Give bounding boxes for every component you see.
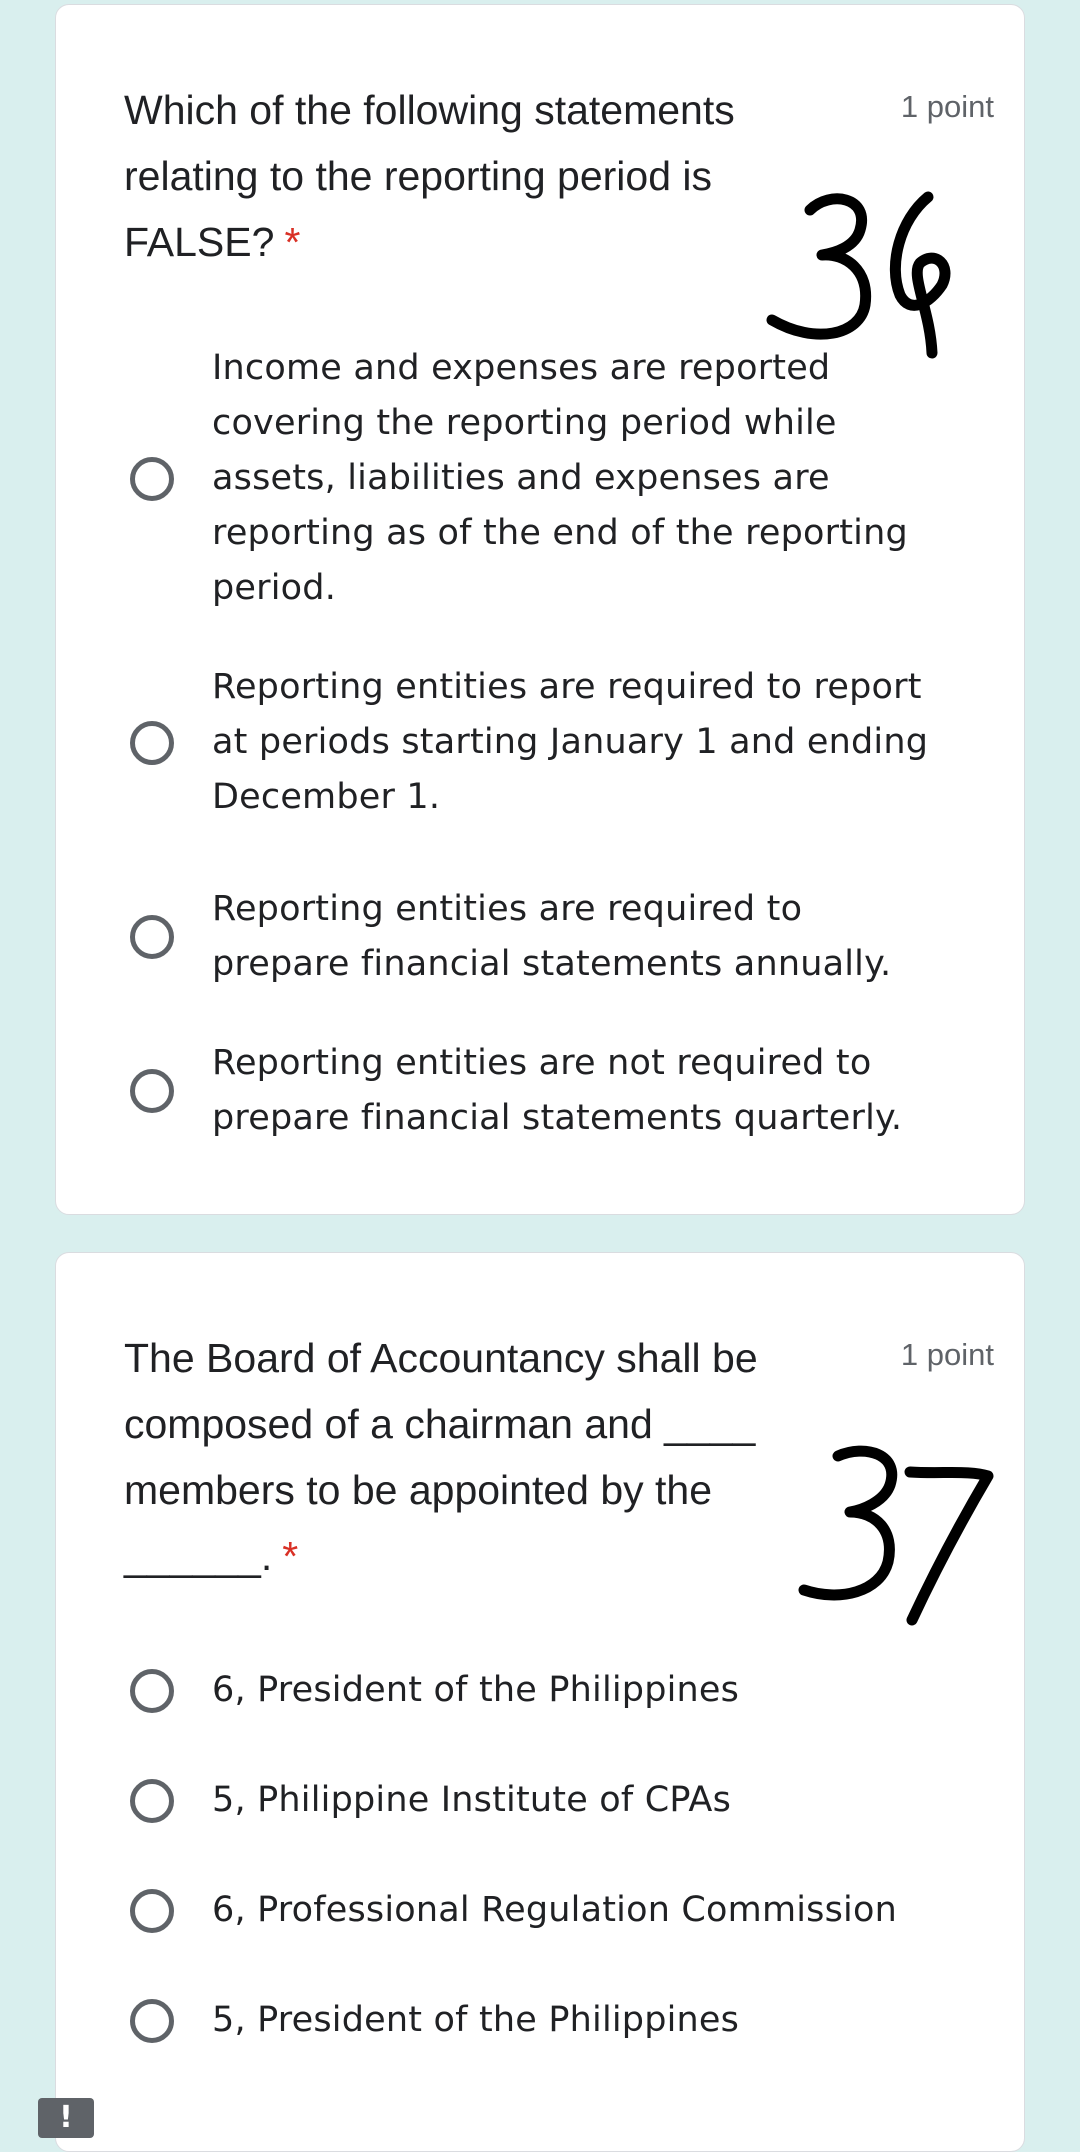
option-2[interactable] xyxy=(124,1773,984,1828)
required-asterisk: * xyxy=(284,219,301,265)
option-3[interactable] xyxy=(124,1883,984,1938)
option-label: 6, President of the Philippines xyxy=(212,1670,740,1710)
radio-button[interactable] xyxy=(130,1999,174,2043)
radio-button[interactable] xyxy=(130,1069,174,1113)
option-label: 6, Professional Regulation Commission xyxy=(212,1890,897,1930)
radio-button[interactable] xyxy=(130,457,174,501)
option-label: Income and expenses are reported covering the reporting period while assets, liabilities and expenses are reporting as of the end of the reporting period. xyxy=(212,348,908,608)
option-4[interactable] xyxy=(124,1993,984,2048)
option-1[interactable] xyxy=(124,1663,984,1718)
question-title: Which of the following statements relating to the reporting period is FALSE? * xyxy=(124,87,735,265)
option-label: Reporting entities are required to report at periods starting January 1 and ending December 1. xyxy=(212,667,929,817)
option-4[interactable] xyxy=(124,1036,984,1146)
option-label: 5, Philippine Institute of CPAs xyxy=(212,1780,731,1820)
handwritten-number-36 xyxy=(760,185,980,365)
radio-button[interactable] xyxy=(130,1669,174,1713)
option-label: 5, President of the Philippines xyxy=(212,2000,740,2040)
points-label: 1 point xyxy=(900,1337,994,1372)
question-title: The Board of Accountancy shall be composed of a chairman and ____ members to be appointed by the ______. * xyxy=(124,1335,758,1579)
required-asterisk: * xyxy=(282,1533,299,1579)
report-alert-button[interactable]: ! xyxy=(38,2098,94,2138)
radio-button[interactable] xyxy=(130,1779,174,1823)
radio-button[interactable] xyxy=(130,915,174,959)
option-label: Reporting entities are required to prepare financial statements annually. xyxy=(212,889,892,984)
option-3[interactable] xyxy=(124,882,984,992)
option-1[interactable] xyxy=(124,341,984,616)
handwritten-number-37 xyxy=(790,1440,1010,1630)
option-2[interactable] xyxy=(124,660,984,825)
points-label: 1 point xyxy=(900,89,994,124)
option-label: Reporting entities are not required to prepare financial statements quarterly. xyxy=(212,1043,903,1138)
radio-button[interactable] xyxy=(130,721,174,765)
radio-button[interactable] xyxy=(130,1889,174,1933)
question-card-2 xyxy=(55,1252,1025,2152)
